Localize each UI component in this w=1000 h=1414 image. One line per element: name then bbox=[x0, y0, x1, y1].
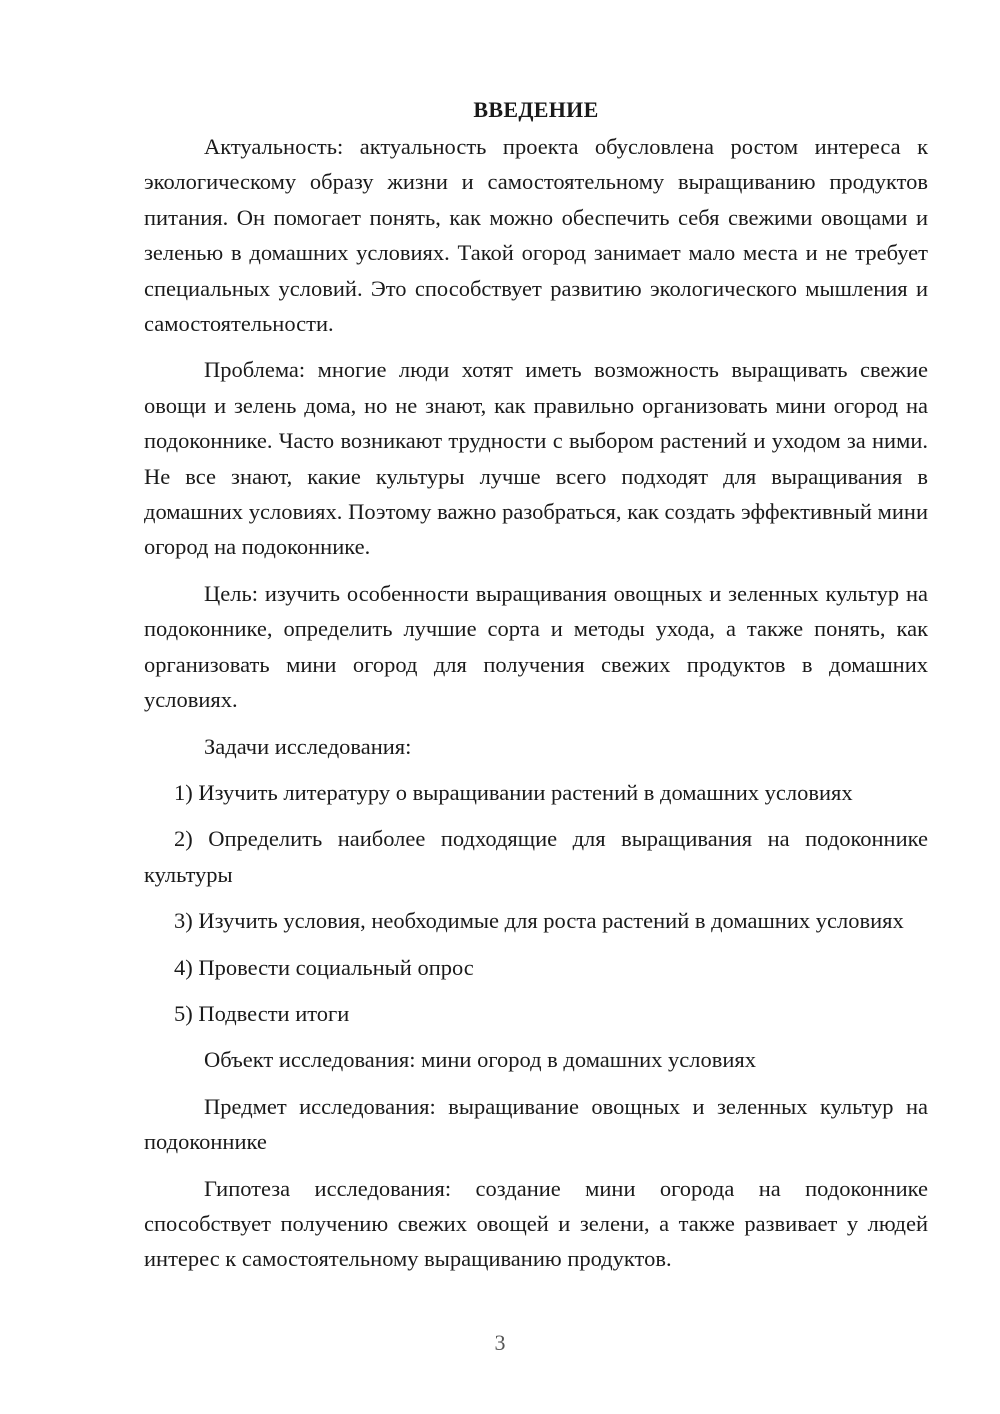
section-heading: ВВЕДЕНИЕ bbox=[473, 97, 599, 122]
tasks-title: Задачи исследования: bbox=[204, 733, 412, 759]
problem-paragraph: Проблема: многие люди хотят иметь возможность выращивать свежие овощи и зелень дома, но не знают, как правильно организовать мини огород на подоконнике. Часто возникают трудности с выбором растений и уходом за ними. Не все знают, какие культуры лучше всего подходят для выращивания в домашних условиях. Поэтому важно разобраться, как создать эффективный мини огород на подоконнике. bbox=[144, 357, 928, 560]
relevance-paragraph: Актуальность: актуальность проекта обусловлена ростом интереса к экологическому образу жизни и самостоятельному выращиванию продуктов питания. Он помогает понять, как можно обеспечить себя свежими овощами и зеленью в домашних условиях. Такой огород занимает мало места и не требует специальных условий. Это способствует развитию экологического мышления и самостоятельности. bbox=[144, 134, 928, 337]
task-item: 2) Определить наиболее подходящие для выращивания на подоконнике культуры bbox=[144, 826, 928, 887]
task-item: 4) Провести социальный опрос bbox=[174, 954, 474, 980]
task-item: 3) Изучить условия, необходимые для роста растений в домашних условиях bbox=[174, 908, 904, 934]
object-paragraph: Объект исследования: мини огород в домашних условиях bbox=[204, 1047, 757, 1073]
goal-paragraph: Цель: изучить особенности выращивания овощных и зеленных культур на подоконнике, определить лучшие сорта и методы ухода, а также понять, как организовать мини огород для получения свежих продуктов в домашних условиях. bbox=[144, 580, 928, 713]
hypothesis-paragraph: Гипотеза исследования: создание мини огорода на подоконнике способствует получению свежих овощей и зелени, а также развивает у людей интерес к самостоятельному выращиванию продуктов. bbox=[144, 1175, 928, 1272]
task-item: 5) Подвести итоги bbox=[174, 1000, 350, 1026]
page-number: 3 bbox=[494, 1330, 506, 1355]
subject-paragraph: Предмет исследования: выращивание овощных и зеленных культур на подоконнике bbox=[144, 1093, 928, 1155]
document-page bbox=[144, 92, 928, 1288]
task-item: 1) Изучить литературу о выращивании растений в домашних условиях bbox=[174, 779, 853, 805]
